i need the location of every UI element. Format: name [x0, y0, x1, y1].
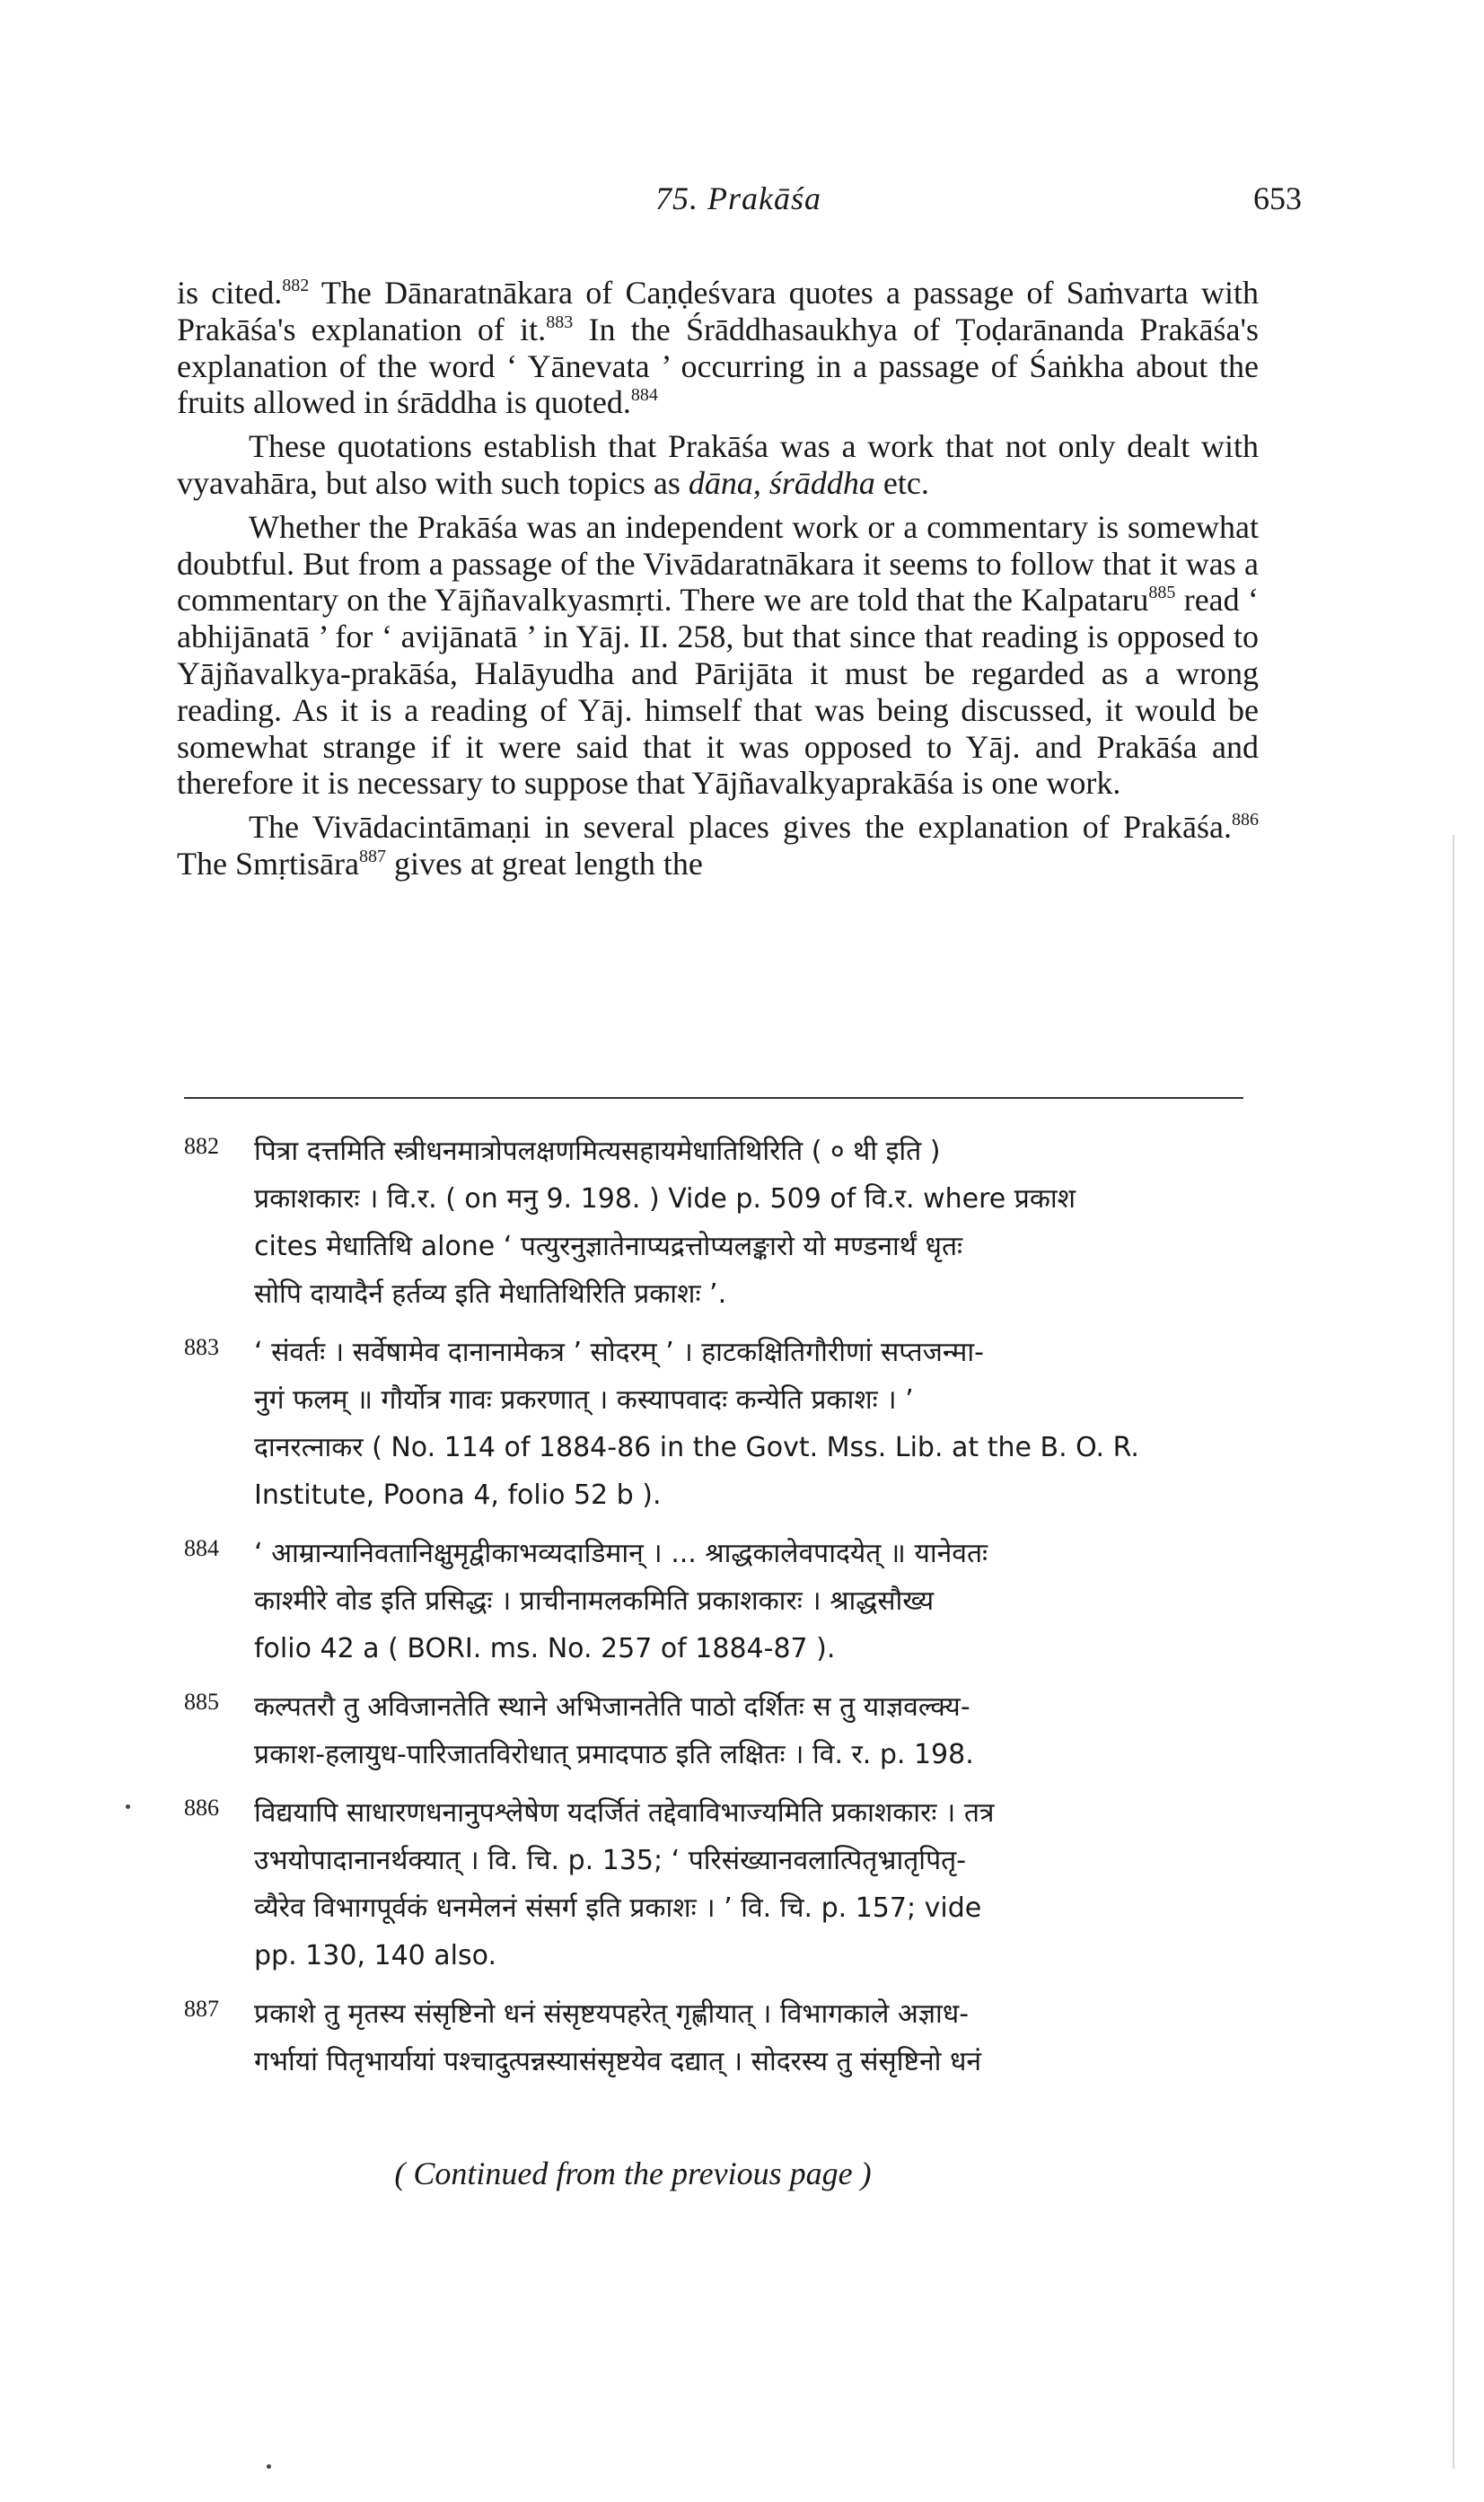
footnote-number: 887: [184, 1996, 219, 2022]
footnote-886: [184, 1789, 1257, 1980]
footnote-line: व्यैरेव विभागपूर्वकं धनमेलनं संसर्ग इति प्रकाशः । ’ वि. चि. p. 157; vide: [254, 1892, 982, 1924]
page-header: [175, 180, 1302, 224]
footnote-line: ‘ आम्रान्यानिवतानिक्षुमृद्वीकाभव्यदाडिमान् । ... श्राद्धकालेवपादयेत् ॥ यानेवतः: [254, 1538, 988, 1569]
footnote-ref: 882: [282, 276, 310, 295]
paragraph-1: [177, 275, 1259, 421]
footnote-line: प्रकाशकारः । वि.र. ( on मनु 9. 198. ) Vide p. 509 of वि.र. where प्रकाश: [254, 1183, 1076, 1215]
footnote-number: 886: [184, 1795, 219, 1821]
footnote-line: गर्भायां पितृभार्यायां पश्चादुत्पन्नस्यासंसृष्टयेव दद्यात् । सोदरस्य तु संसृष्टिनो धनं: [254, 2046, 982, 2077]
footnote-line: ‘ संवर्तः । सर्वेषामेव दानानामेकत्र ’ सोदरम् ’ । हाटकक्षितिगौरीणां सप्तजन्मा-: [254, 1337, 984, 1368]
footnote-ref: 885: [1148, 583, 1176, 603]
footnote-number: 884: [184, 1535, 219, 1561]
footnote-line: cites मेधातिथि alone ‘ पत्युरनुज्ञातेनाप्यद्रत्तोप्यलङ्कारो यो मण्डनार्थं धृतः: [254, 1231, 963, 1262]
footnote-line: काश्मीरे वोड इति प्रसिद्धः । प्राचीनामलकमिति प्रकाशकारः । श्राद्धसौख्य: [254, 1585, 935, 1617]
page-number: 653: [1253, 180, 1302, 216]
footnote-line: प्रकाशे तु मृतस्य संसृष्टिनो धनं संसृष्टयपहरेत् गृह्णीयात् । विभागकाले अज्ञाध-: [254, 1998, 970, 2030]
footnote-line: प्रकाश-हलायुध-पारिजातविरोधात् प्रमादपाठ इति लक्षितः । वि. र. p. 198.: [254, 1739, 974, 1770]
text-run: These quotations establish that Prakāśa was a work that not only dealt with vyavahāra, but also with such topics as: [177, 428, 1259, 501]
scan-speck: [267, 2464, 271, 2469]
footnote-line: उभयोपादानानर्थक्यात् । वि. चि. p. 135; ‘ परिसंख्यानवलात्पितृभ्रातृपितृ-: [254, 1845, 967, 1876]
text-run: The Smṛtisāra: [177, 845, 359, 882]
paragraph-3: [177, 509, 1259, 802]
footnote-line: folio 42 a ( BORI. ms. No. 257 of 1884-87 ).: [254, 1633, 836, 1664]
scan-edge-line: [1453, 835, 1454, 2469]
footnotes: [184, 1128, 1257, 2096]
footnote-line: पित्रा दत्तमिति स्त्रीधनमात्रोपलक्षणमित्यसहायमेधातिथिरिति ( ० थी इति ): [254, 1136, 941, 1167]
text-run: The Dānaratnākara of Caṇḍeśvara quotes a passage of Saṁvarta with Prakāśa's explanation of it.: [177, 275, 1259, 347]
footnote-line: सोपि दायादैर्न हर्तव्य इति मेधातिथिरिति प्रकाशः ’.: [254, 1278, 727, 1310]
footnote-ref: 887: [358, 846, 386, 866]
footnote-ref: 883: [546, 312, 574, 332]
footnote-ref: 884: [630, 385, 658, 406]
footnote-887: [184, 1990, 1257, 2085]
footnote-883: [184, 1329, 1257, 1519]
footnote-line: दानरत्नाकर ( No. 114 of 1884-86 in the Govt. Mss. Lib. at the B. O. R.: [254, 1432, 1139, 1463]
footnote-divider: [184, 1097, 1243, 1099]
text-run: etc.: [874, 464, 929, 501]
footnote-line: Institute, Poona 4, folio 52 b ).: [254, 1479, 662, 1511]
text-run: In the Śrāddhasaukhya of Ṭoḍarānanda Prakāśa's explanation of the word ‘ Yānevata ’ occurring in a passage of Śaṅkha about the fruits allowed in śrāddha is quoted.: [177, 311, 1260, 421]
continued-note: ( Continued from the previous page ): [394, 2155, 872, 2191]
footnote-line: नुगं फलम् ॥ गौर्योत्र गावः प्रकरणात् । कस्यापवादः कन्येति प्रकाशः । ’: [254, 1384, 914, 1416]
footnote-line: विद्ययापि साधारणधनानुपश्लेषेण यदर्जितं तद्देवाविभाज्यमिति प्रकाशकारः । तत्र: [254, 1797, 995, 1829]
text-run: Whether the Prakāśa was an independent work or a commentary is somewhat doubtful. But from a passage of the Vivādaratnākara it seems to follow that it was a commentary on the Yājñavalkyasmṛti. There we are told that the Kalpataru: [177, 508, 1259, 619]
running-title: 75. Prakāśa: [655, 180, 821, 216]
main-text: [177, 275, 1259, 890]
scan-speck: [126, 1804, 130, 1809]
text-run: read ‘ abhijānatā ’ for ‘ avijānatā ’ in Yāj. II. 258, but that since that reading is opposed to Yājñavalkya-prakāśa, Halāyudha and Pārijāta it must be regarded as a wrong reading. As it is a reading of Yāj. himself that was being discussed, it would be somewhat strange if it were said that it was opposed to Yāj. and Prakāśa and therefore it is necessary to suppose that Yājñavalkyaprakāśa is one work.: [177, 582, 1260, 802]
footnote-882: [184, 1128, 1257, 1318]
text-run: gives at great length the: [385, 845, 703, 882]
footnote-line: कल्पतरौ तु अविजानतेति स्थाने अभिजानतेति पाठो दर्शितः स तु याज्ञवल्क्य-: [254, 1691, 970, 1723]
footnote-ref: 886: [1232, 810, 1259, 830]
italic-term: dāna, śrāddha: [688, 464, 875, 501]
footnote-number: 885: [184, 1689, 219, 1715]
footnote-885: [184, 1683, 1257, 1778]
footnote-number: 882: [184, 1133, 219, 1159]
footnote-line: pp. 130, 140 also.: [254, 1940, 496, 1971]
text-run: is cited.: [177, 275, 283, 311]
text-run: The Vivādacintāmaṇi in several places gives the explanation of Prakāśa.: [249, 809, 1232, 846]
paragraph-4: [177, 809, 1259, 882]
paragraph-2: [177, 428, 1259, 502]
footnote-884: [184, 1530, 1257, 1672]
footnote-number: 883: [184, 1334, 219, 1360]
